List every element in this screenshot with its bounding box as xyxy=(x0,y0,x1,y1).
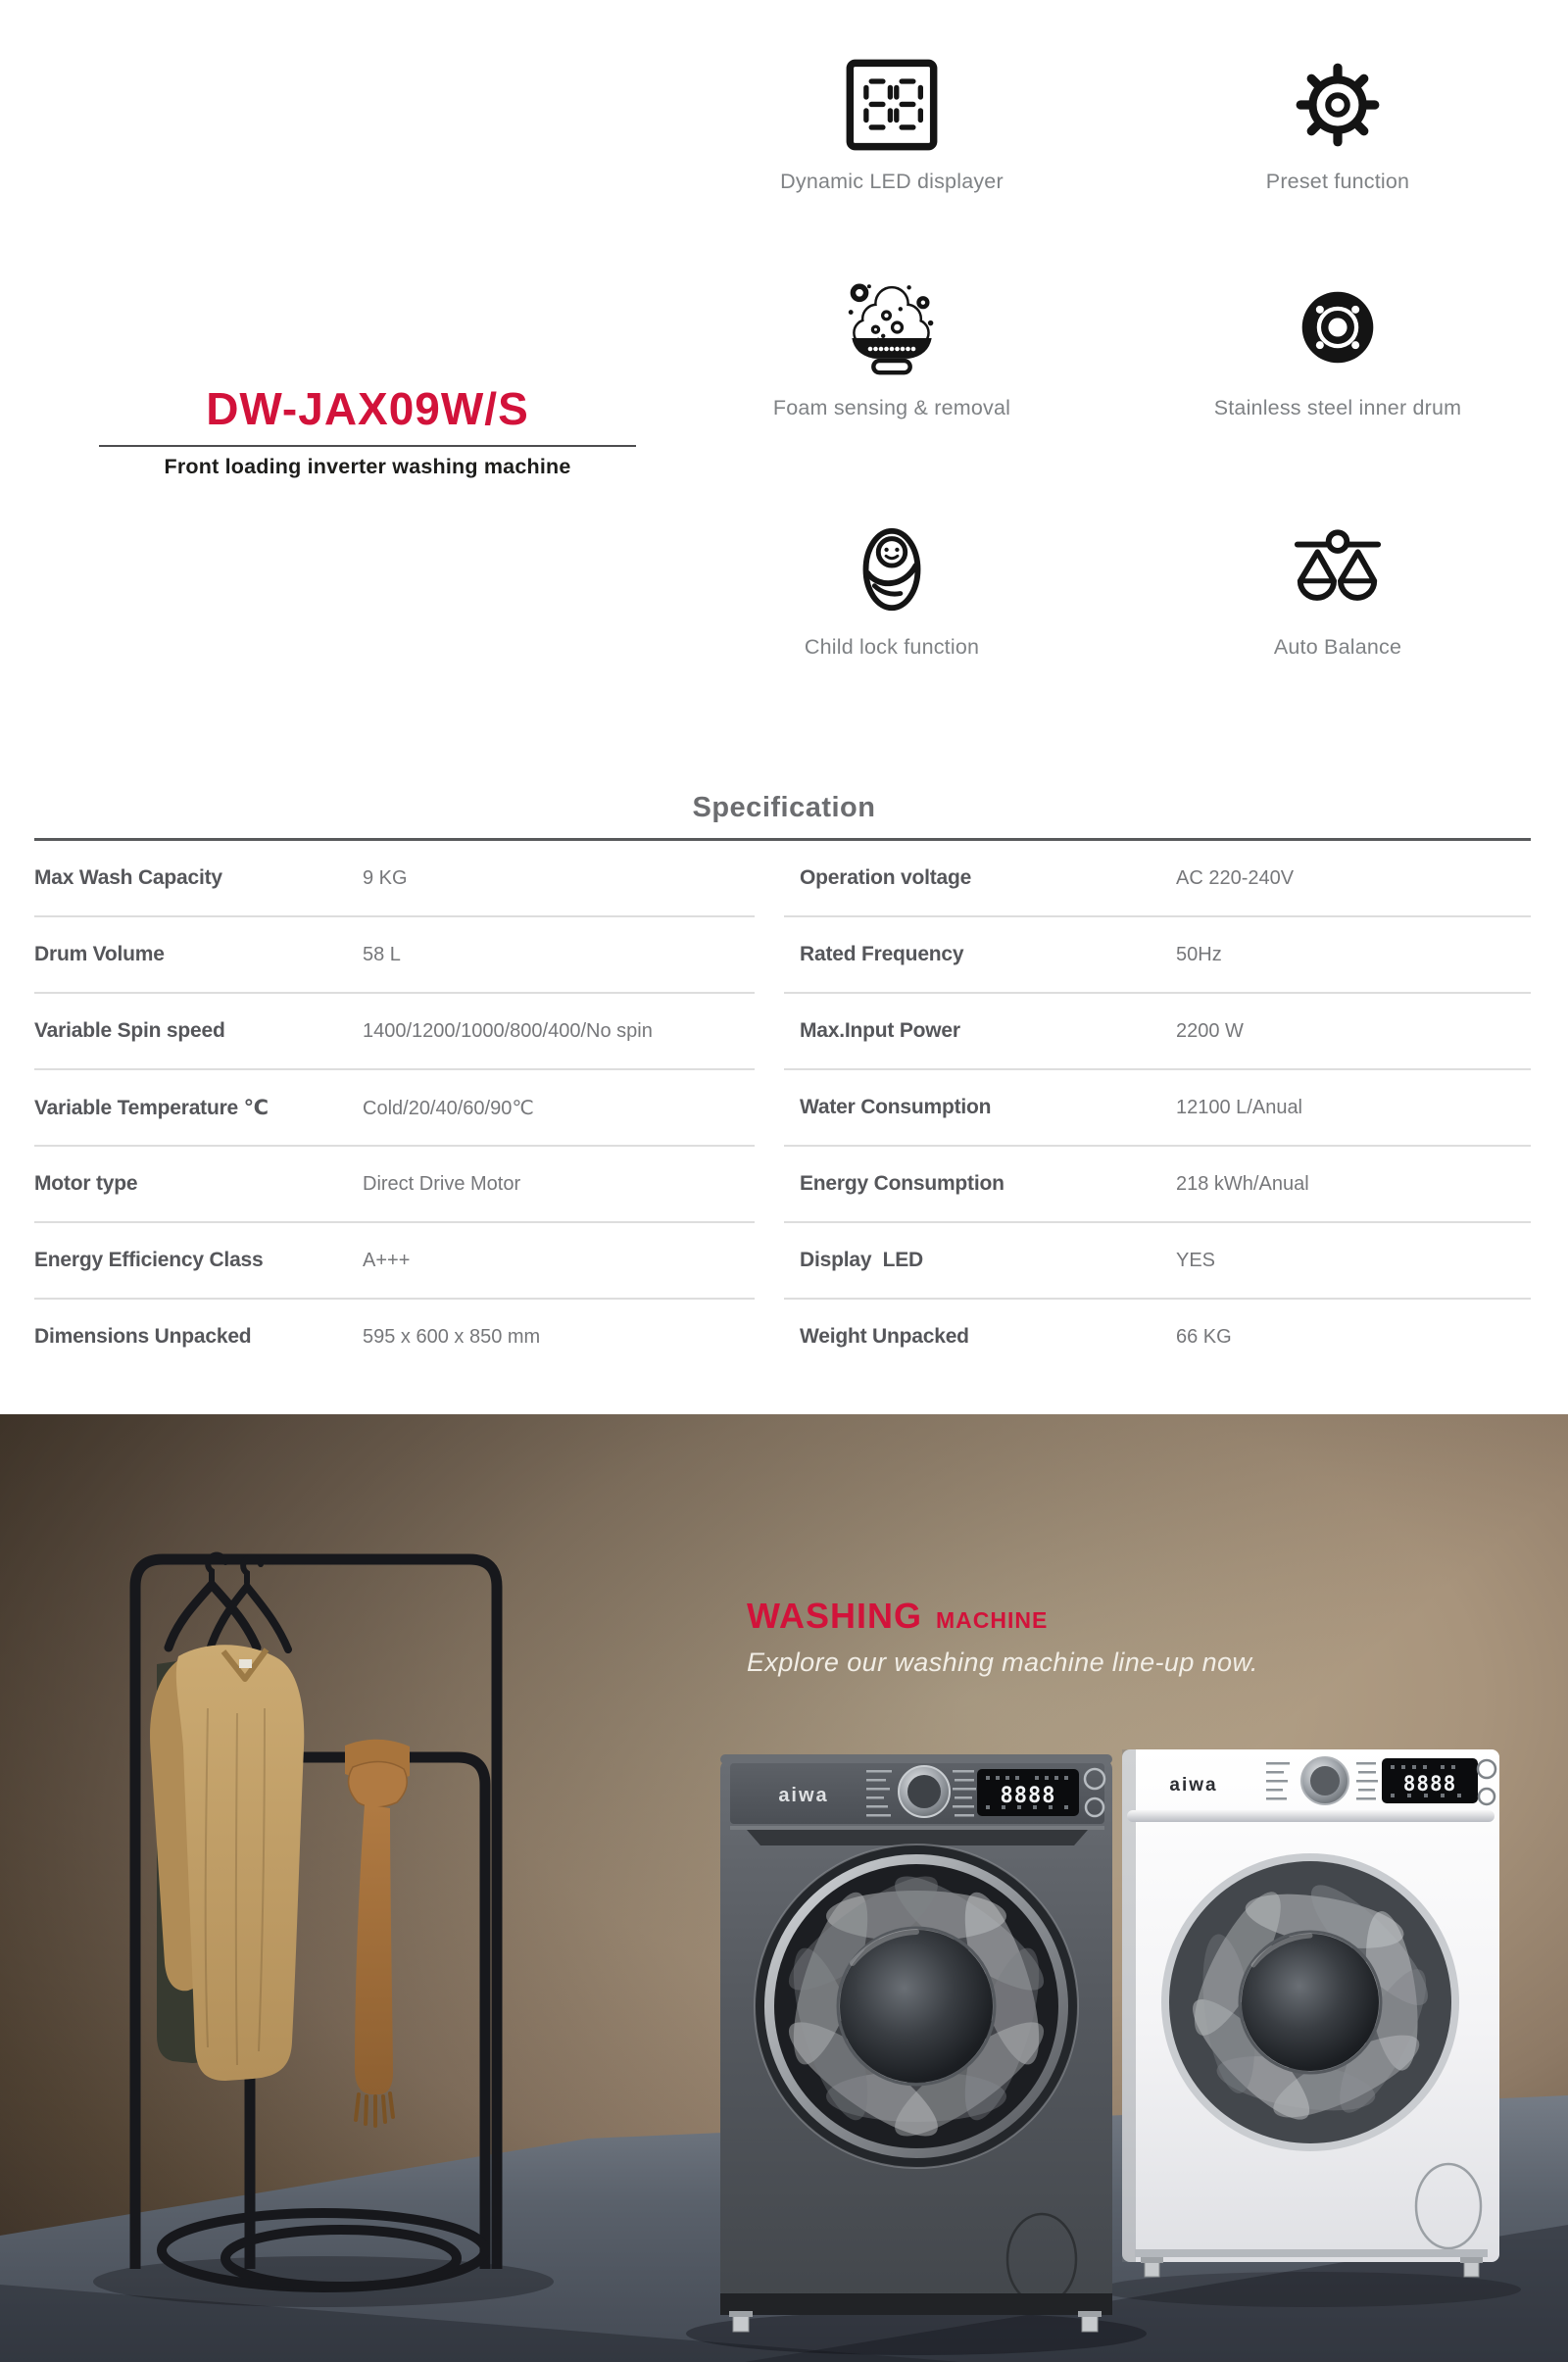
spec-value: 66 KG xyxy=(1176,1325,1232,1348)
banner-title-sub: MACHINE xyxy=(936,1607,1049,1633)
spec-value: 58 L xyxy=(363,943,401,965)
feature-led-display xyxy=(686,54,1098,194)
spec-row xyxy=(34,917,755,994)
feature-label: Auto Balance xyxy=(1273,635,1402,659)
drum-icon xyxy=(1296,272,1380,382)
product-model: DW-JAX09W/S xyxy=(206,383,529,434)
feature-auto-balance xyxy=(1132,517,1544,660)
spec-label: Variable Temperature ℃ xyxy=(34,1096,269,1119)
feature-stainless-drum xyxy=(1132,272,1544,420)
spec-value: AC 220-240V xyxy=(1176,866,1295,889)
spec-value: 1400/1200/1000/800/400/No spin xyxy=(363,1019,653,1042)
spec-row xyxy=(34,841,755,917)
spec-label: Water Consumption xyxy=(800,1096,992,1118)
led-display-panel xyxy=(977,1769,1079,1816)
spec-label: Max.Input Power xyxy=(800,1019,960,1042)
spec-label: Dimensions Unpacked xyxy=(34,1325,252,1348)
brand-logo: aiwa xyxy=(1169,1775,1218,1796)
feature-label: Foam sensing & removal xyxy=(772,396,1011,419)
spec-title: Specification xyxy=(692,792,876,823)
spec-value: Direct Drive Motor xyxy=(363,1172,521,1195)
balance-scale-icon xyxy=(1290,517,1386,621)
spec-label: Rated Frequency xyxy=(800,943,964,965)
led-display-panel xyxy=(1382,1758,1478,1803)
white-washer xyxy=(1122,1749,1499,2277)
spec-value: YES xyxy=(1176,1249,1216,1271)
spec-value: A+++ xyxy=(363,1249,411,1271)
spec-row xyxy=(34,994,755,1070)
baby-icon xyxy=(848,517,936,621)
feature-label: Stainless steel inner drum xyxy=(1213,396,1462,419)
spec-row xyxy=(784,994,1531,1070)
product-tagline: Front loading inverter washing machine xyxy=(164,455,571,478)
feature-child-lock xyxy=(686,517,1098,660)
spec-value: Cold/20/40/60/90℃ xyxy=(363,1097,534,1119)
spec-value: 595 x 600 x 850 mm xyxy=(363,1325,541,1348)
spec-label: Operation voltage xyxy=(800,866,972,889)
spec-row xyxy=(34,1147,755,1223)
display-digits: 8888 xyxy=(1000,1784,1056,1808)
feature-preset xyxy=(1132,54,1544,194)
spec-label: Motor type xyxy=(34,1172,138,1195)
brand-logo: aiwa xyxy=(778,1785,829,1806)
spec-value: 218 kWh/Anual xyxy=(1176,1172,1309,1195)
banner-subtitle: Explore our washing machine line-up now. xyxy=(747,1648,1258,1677)
sweater-tag xyxy=(239,1659,252,1668)
spec-value: 9 KG xyxy=(363,866,408,889)
product-header xyxy=(59,382,676,479)
spec-table-right xyxy=(784,841,1531,1374)
gear-icon xyxy=(1293,54,1383,156)
spec-row xyxy=(784,1070,1531,1147)
led-display-icon xyxy=(845,54,939,156)
foam-bowl-icon xyxy=(838,272,946,382)
display-digits: 8888 xyxy=(1402,1772,1457,1796)
feature-label: Dynamic LED displayer xyxy=(780,170,1004,193)
spec-table-left xyxy=(34,841,755,1374)
spec-row xyxy=(784,841,1531,917)
spec-value: 2200 W xyxy=(1176,1019,1244,1042)
spec-label: Weight Unpacked xyxy=(800,1325,969,1348)
washer-door xyxy=(1161,1853,1459,2151)
banner-title xyxy=(747,1596,1048,1637)
spec-value: 12100 L/Anual xyxy=(1176,1096,1303,1118)
spec-label: Energy Consumption xyxy=(800,1172,1004,1195)
spec-value: 50Hz xyxy=(1176,943,1222,965)
spec-row xyxy=(34,1223,755,1300)
washer-door xyxy=(755,1845,1078,2168)
spec-row xyxy=(34,1300,755,1374)
spec-label: Drum Volume xyxy=(34,943,165,965)
feature-label: Child lock function xyxy=(804,635,980,659)
spec-row xyxy=(784,1223,1531,1300)
spec-label: Max Wash Capacity xyxy=(34,866,222,889)
lifestyle-photo xyxy=(0,1414,1568,2362)
model-underline xyxy=(99,445,636,447)
spec-row xyxy=(784,917,1531,994)
dark-washer xyxy=(720,1754,1112,2332)
feature-foam-sensing xyxy=(686,272,1098,420)
banner-title-main: WASHING xyxy=(747,1596,923,1636)
spec-row xyxy=(784,1147,1531,1223)
feature-label: Preset function xyxy=(1265,170,1410,193)
spec-label: Display LED xyxy=(800,1249,923,1271)
spec-label: Variable Spin speed xyxy=(34,1019,225,1042)
spec-label: Energy Efficiency Class xyxy=(34,1249,264,1271)
spec-row xyxy=(784,1300,1531,1374)
spec-row xyxy=(34,1070,755,1147)
